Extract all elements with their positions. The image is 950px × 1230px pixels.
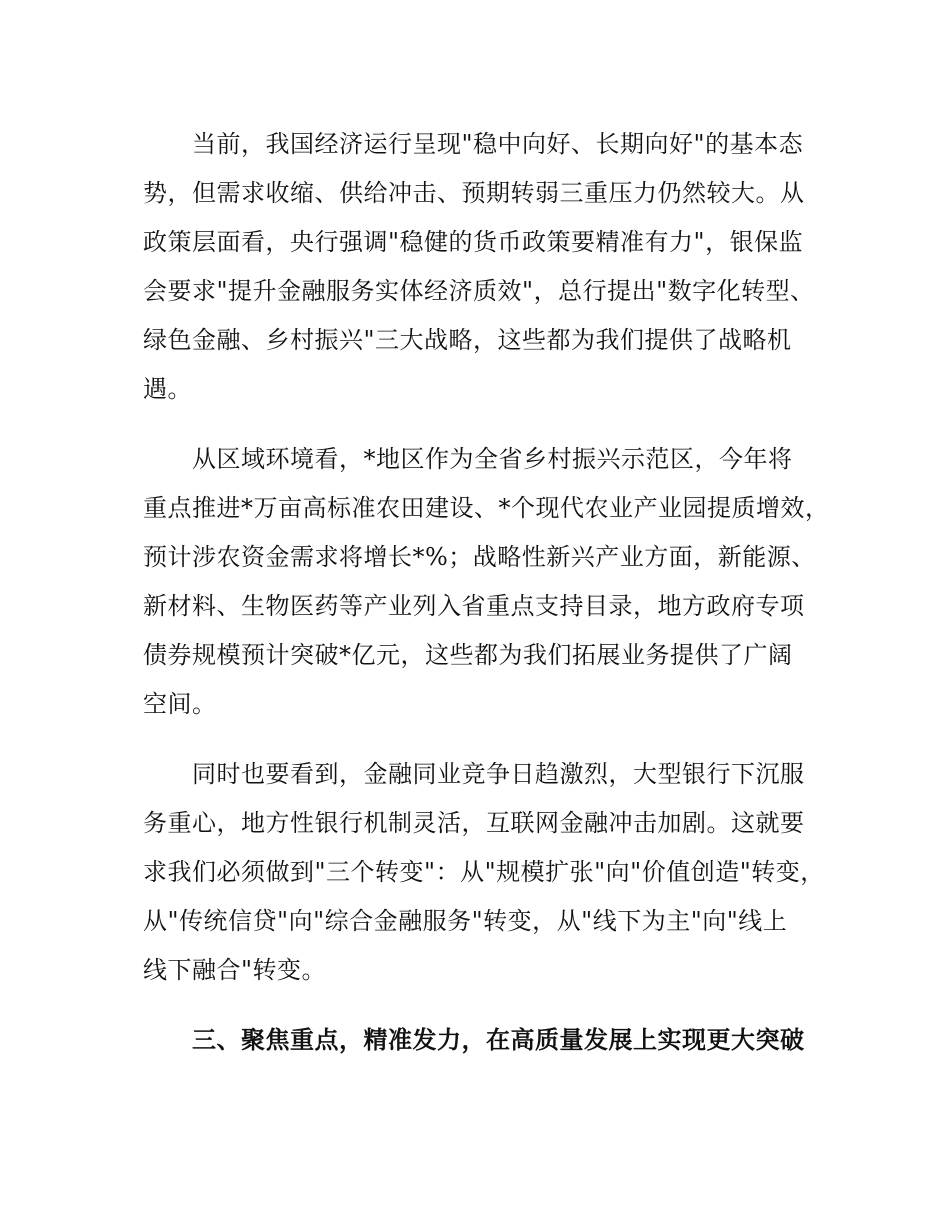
paragraph-line: 新材料、生物医药等产业列入省重点支持目录，地方政府专项 (143, 592, 805, 620)
paragraph-line: 从"传统信贷"向"综合金融服务"转变，从"线下为主"向"线上 (143, 907, 788, 935)
paragraph-line: 务重心，地方性银行机制灵活，互联网金融冲击加剧。这就要 (143, 809, 805, 837)
paragraph-line: 求我们必须做到"三个转变"：从"规模扩张"向"价值创造"转变， (143, 858, 825, 886)
paragraph-line: 空间。 (143, 690, 217, 718)
paragraph-line: 重点推进*万亩高标准农田建设、*个现代农业产业园提质增效， (143, 494, 830, 522)
paragraph-line: 预计涉农资金需求将增长*%；战略性新兴产业方面，新能源、 (143, 543, 816, 571)
paragraph-line: 从区域环境看，*地区作为全省乡村振兴示范区，今年将 (192, 445, 793, 473)
paragraph-line: 当前，我国经济运行呈现"稳中向好、长期向好"的基本态 (192, 130, 804, 158)
paragraph-line: 会要求"提升金融服务实体经济质效"，总行提出"数字化转型、 (143, 277, 815, 305)
paragraph-line: 势，但需求收缩、供给冲击、预期转弱三重压力仍然较大。从 (143, 179, 805, 207)
paragraph-line: 绿色金融、乡村振兴"三大战略，这些都为我们提供了战略机 (143, 326, 792, 354)
paragraph-line: 遇。 (143, 375, 192, 403)
paragraph-line: 线下融合"转变。 (143, 956, 327, 984)
paragraph-line: 同时也要看到，金融同业竞争日趋激烈，大型银行下沉服 (192, 760, 805, 788)
paragraph-line: 债券规模预计突破*亿元，这些都为我们拓展业务提供了广阔 (143, 641, 793, 669)
paragraph-line: 政策层面看，央行强调"稳健的货币政策要精准有力"，银保监 (143, 228, 804, 256)
section-heading: 三、聚焦重点，精准发力，在高质量发展上实现更大突破 (192, 1026, 805, 1054)
